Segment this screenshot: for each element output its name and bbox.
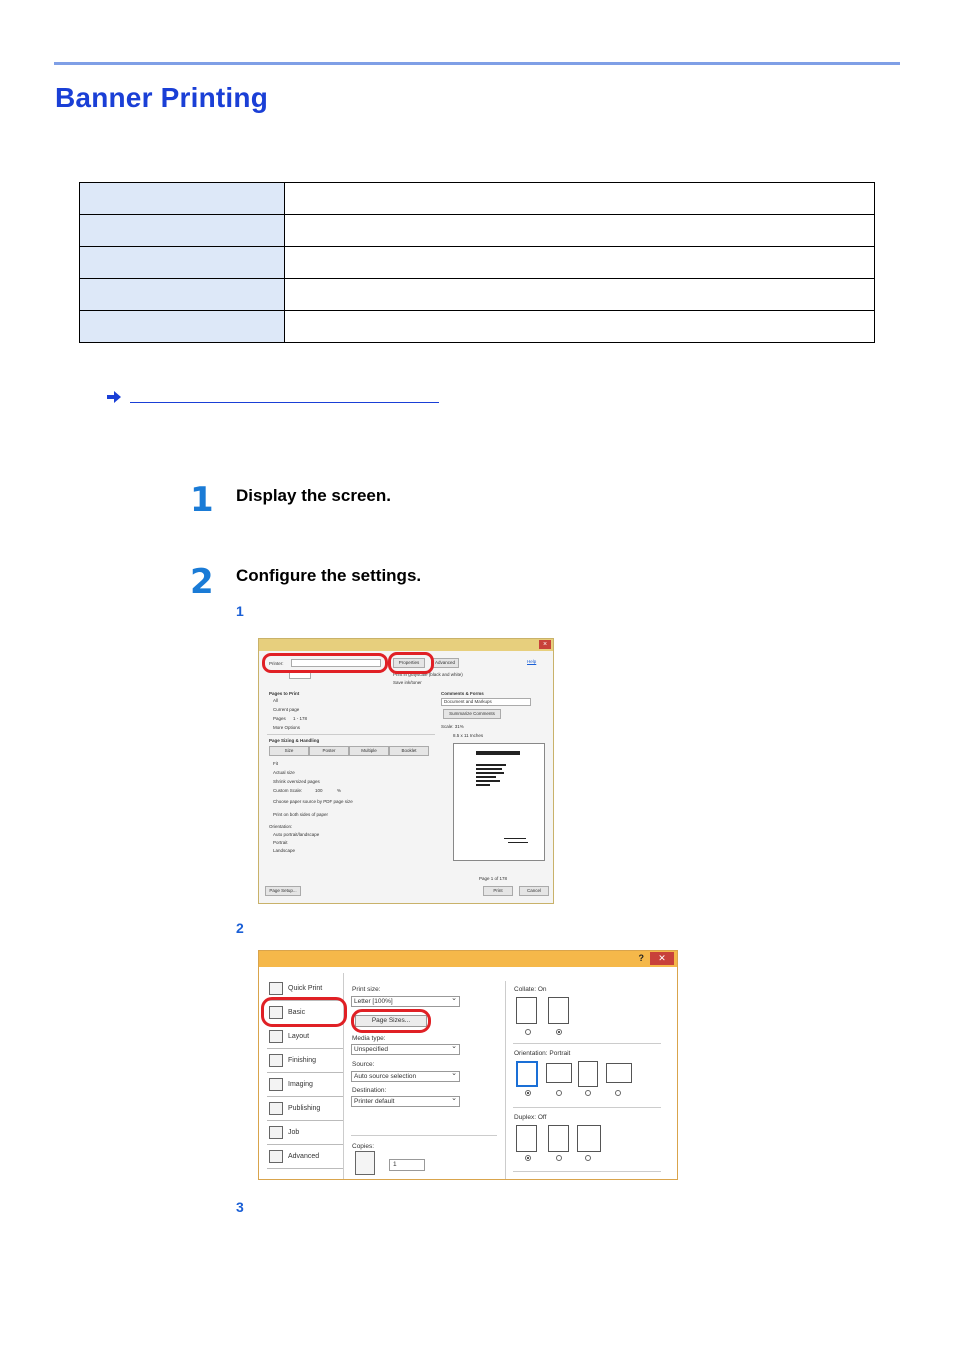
- orientation-landscape-rotated-radio[interactable]: [615, 1090, 621, 1096]
- preview-line: [476, 784, 490, 786]
- print-button[interactable]: Print: [483, 886, 513, 896]
- divider: [513, 1043, 661, 1044]
- highlight-printer: [262, 653, 388, 673]
- duplex-off-icon[interactable]: [516, 1125, 537, 1152]
- copies-stepper[interactable]: 1: [389, 1159, 425, 1171]
- table-label-cell: [80, 215, 285, 247]
- pages-option[interactable]: Pages: [273, 716, 286, 721]
- print-dialog-screenshot: [258, 638, 554, 904]
- spec-table: [79, 182, 875, 343]
- step-number: 1: [190, 480, 214, 520]
- help-link[interactable]: Help: [527, 659, 537, 664]
- comments-select[interactable]: Document and Markups: [441, 698, 531, 706]
- table-label-cell: [80, 311, 285, 343]
- nav-label: Imaging: [288, 1081, 313, 1088]
- preview-line: [476, 764, 506, 766]
- more-options-toggle[interactable]: More Options: [273, 725, 301, 730]
- advanced-icon: [269, 1150, 283, 1163]
- table-row: [80, 311, 875, 343]
- preview-barcode: [476, 751, 520, 755]
- preview-line: [476, 776, 496, 778]
- step-text: Display the screen.: [236, 486, 391, 505]
- portrait-option[interactable]: Portrait: [273, 840, 288, 845]
- source-label: Source:: [352, 1061, 375, 1068]
- preview-line: [476, 772, 504, 774]
- substep-number: 1: [236, 603, 244, 619]
- pages-to-print-heading: Pages to Print: [269, 691, 300, 696]
- orientation-landscape-radio[interactable]: [556, 1090, 562, 1096]
- preview-line: [476, 780, 500, 782]
- page-preview: [453, 743, 545, 861]
- page-setup-button[interactable]: Page Setup...: [265, 886, 301, 896]
- nav-item-finishing[interactable]: [267, 1049, 343, 1073]
- nav-label: Quick Print: [288, 985, 323, 992]
- collate-label: Collate: On: [514, 986, 547, 993]
- publishing-icon: [269, 1102, 283, 1115]
- both-sides-option[interactable]: Print on both sides of paper: [273, 812, 329, 817]
- nav-label: Job: [288, 1129, 300, 1136]
- dialog-titlebar: [259, 639, 553, 651]
- layout-icon: [269, 1030, 283, 1043]
- copies-icon: [355, 1151, 375, 1175]
- duplex-long-radio[interactable]: [556, 1155, 562, 1161]
- portrait-rotated-icon[interactable]: [578, 1061, 598, 1087]
- table-value-cell: [285, 247, 875, 279]
- duplex-label: Duplex: Off: [514, 1114, 547, 1121]
- nav-item-layout[interactable]: [267, 1025, 343, 1049]
- shrink-option[interactable]: Shrink oversized pages: [273, 779, 320, 784]
- nav-label: Basic: [288, 1009, 306, 1016]
- source-select[interactable]: Auto source selection ⌄: [351, 1071, 460, 1082]
- table-value-cell: [285, 215, 875, 247]
- multiple-button[interactable]: Multiple: [349, 746, 389, 756]
- page-counter: Page 1 of 178: [479, 876, 508, 881]
- close-icon[interactable]: ×: [539, 640, 551, 649]
- help-icon[interactable]: ?: [638, 953, 644, 963]
- duplex-short-radio[interactable]: [585, 1155, 591, 1161]
- scale-text: Scale: 31%: [441, 724, 464, 729]
- actual-size-option[interactable]: Actual size: [273, 770, 295, 775]
- highlight-page-sizes: [351, 1009, 431, 1033]
- highlight-properties: [388, 652, 434, 674]
- table-label-cell: [80, 279, 285, 311]
- print-size-label: Print size:: [352, 986, 381, 993]
- duplex-off-radio[interactable]: [525, 1155, 531, 1161]
- nav-item-publishing[interactable]: [267, 1097, 343, 1121]
- pages-range[interactable]: 1 - 178: [293, 716, 308, 721]
- destination-label: Destination:: [352, 1087, 387, 1094]
- substep-number: 3: [236, 1199, 244, 1215]
- imaging-icon: [269, 1078, 283, 1091]
- table-value-cell: [285, 311, 875, 343]
- landscape-rotated-icon[interactable]: [606, 1063, 632, 1083]
- preview-line: [508, 842, 528, 843]
- table-row: [80, 247, 875, 279]
- header-rule: [54, 62, 900, 65]
- duplex-short-edge-icon[interactable]: [577, 1125, 601, 1152]
- table-row: [80, 183, 875, 215]
- choose-paper-option[interactable]: Choose paper source by PDF page size: [273, 799, 353, 804]
- job-icon: [269, 1126, 283, 1139]
- step-text: Configure the settings.: [236, 566, 422, 585]
- poster-button[interactable]: Poster: [309, 746, 349, 756]
- grayscale-option[interactable]: Print in grayscale (black and white): [393, 672, 463, 677]
- properties-button[interactable]: Properties: [393, 658, 425, 668]
- page-title: Banner Printing: [55, 82, 269, 113]
- cancel-button[interactable]: Cancel: [519, 886, 549, 896]
- collate-off-radio[interactable]: [525, 1029, 531, 1035]
- orientation-heading: Orientation:: [269, 824, 293, 829]
- quick-print-icon: [269, 982, 283, 995]
- table-row: [80, 279, 875, 311]
- nav-label: Publishing: [288, 1105, 321, 1112]
- custom-scale-unit: %: [337, 788, 342, 793]
- finishing-icon: [269, 1054, 283, 1067]
- divider: [513, 1107, 661, 1108]
- divider: [351, 1135, 497, 1136]
- copies-label: Copies:: [352, 1143, 375, 1150]
- auto-orient-option[interactable]: Auto portrait/landscape: [273, 832, 320, 837]
- preview-line: [476, 768, 502, 770]
- arrow-right-icon: [107, 391, 121, 403]
- size-button[interactable]: Size: [269, 746, 309, 756]
- reference-link[interactable]: [107, 390, 439, 403]
- nav-item-imaging[interactable]: [267, 1073, 343, 1097]
- landscape-icon[interactable]: [546, 1063, 572, 1083]
- table-value-cell: [285, 183, 875, 215]
- collate-on-radio[interactable]: [556, 1029, 562, 1035]
- substep-number: 2: [236, 920, 244, 936]
- orientation-label: Orientation: Portrait: [514, 1050, 571, 1057]
- orientation-rotated-radio[interactable]: [585, 1090, 591, 1096]
- comments-heading: Comments & Forms: [441, 691, 484, 696]
- landscape-option[interactable]: Landscape: [273, 848, 296, 853]
- duplex-long-edge-icon[interactable]: [548, 1125, 569, 1152]
- collate-off-icon[interactable]: [516, 997, 537, 1024]
- fit-option[interactable]: Fit: [273, 761, 278, 766]
- sizing-heading: Page Sizing & Handling: [269, 738, 320, 743]
- nav-label: Advanced: [288, 1153, 320, 1160]
- advanced-button[interactable]: Advanced: [431, 658, 459, 668]
- page-sizes-button[interactable]: Page Sizes...: [355, 1015, 427, 1027]
- custom-scale-value[interactable]: 100: [315, 788, 323, 793]
- highlight-basic: [261, 997, 347, 1027]
- summarize-button[interactable]: Summarize Comments: [443, 709, 501, 719]
- close-icon[interactable]: ✕: [650, 952, 674, 965]
- media-type-select[interactable]: Unspecified ⌄: [351, 1044, 460, 1055]
- table-label-cell: [80, 247, 285, 279]
- step-number: 2: [190, 562, 214, 602]
- divider: [505, 981, 506, 1180]
- preview-line: [504, 838, 526, 839]
- size-text: 8.5 x 11 Inches: [453, 733, 484, 738]
- destination-select[interactable]: Printer default ⌄: [351, 1096, 460, 1107]
- nav-label: Layout: [288, 1033, 310, 1040]
- custom-scale-option[interactable]: Custom Scale:: [273, 788, 303, 793]
- all-pages-option[interactable]: All: [273, 698, 279, 703]
- dialog-titlebar: [259, 951, 677, 967]
- portrait-icon[interactable]: [516, 1061, 538, 1087]
- divider: [513, 1171, 661, 1172]
- save-ink-option[interactable]: Save ink/toner: [393, 680, 422, 685]
- link-underline: [130, 402, 439, 403]
- table-value-cell: [285, 279, 875, 311]
- nav-label: Finishing: [288, 1057, 317, 1064]
- orientation-portrait-radio[interactable]: [525, 1090, 531, 1096]
- table-row: [80, 215, 875, 247]
- print-size-select[interactable]: Letter [100%] ⌄: [351, 996, 460, 1007]
- current-page-option[interactable]: Current page: [273, 707, 300, 712]
- table-label-cell: [80, 183, 285, 215]
- media-type-label: Media type:: [352, 1035, 386, 1042]
- nav-item-job[interactable]: [267, 1121, 343, 1145]
- nav-item-advanced[interactable]: [267, 1145, 343, 1169]
- divider: [267, 734, 435, 735]
- properties-dialog-screenshot: [258, 950, 678, 1180]
- printer-label: Printer:: [269, 661, 284, 666]
- booklet-button[interactable]: Booklet: [389, 746, 429, 756]
- collate-on-icon[interactable]: [548, 997, 569, 1024]
